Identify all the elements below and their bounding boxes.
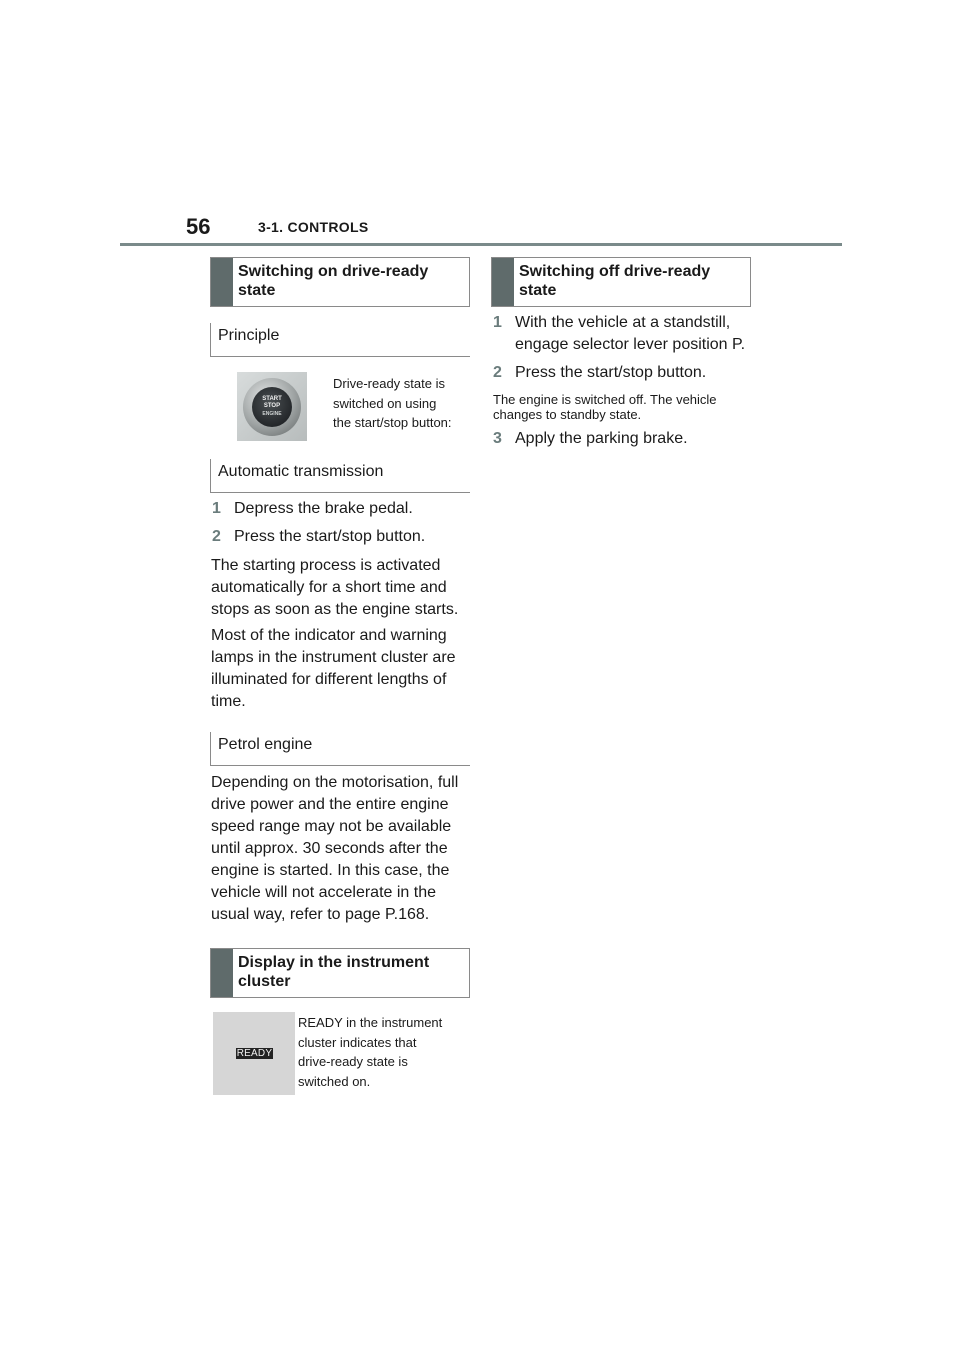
step-number: 2 <box>493 364 502 381</box>
section-heading-text: Display in the instrument cluster <box>238 954 430 990</box>
header-rule <box>120 243 842 246</box>
step-number: 1 <box>212 500 221 517</box>
engine-label: ENGINE <box>262 411 282 417</box>
caption-line: switched on. <box>298 1073 371 1089</box>
step-text: With the vehicle at a standstill, <box>515 314 731 331</box>
paragraph-line: time. <box>211 693 246 710</box>
subheading-petrol-engine <box>210 732 470 766</box>
paragraph-line: Depending on the motorisation, full <box>211 774 459 791</box>
section-heading-switching-on <box>210 257 470 307</box>
section-heading-switching-off <box>491 257 751 307</box>
paragraph-line: lamps in the instrument cluster are <box>211 649 456 666</box>
step-text: engage selector lever position P. <box>515 336 746 353</box>
subheading-principle <box>210 323 470 357</box>
start-stop-knob-face <box>252 387 292 427</box>
caption-line: switched on using <box>333 395 437 411</box>
paragraph-line: The starting process is activated <box>211 557 441 574</box>
caption-line: drive-ready state is <box>298 1054 408 1069</box>
section-heading-text: Switching off drive-ready state <box>519 263 711 299</box>
page-number: 56 <box>186 214 211 239</box>
section-heading-bar <box>211 258 233 306</box>
step-item <box>493 428 688 450</box>
subheading-text: Petrol engine <box>218 736 313 753</box>
step-item <box>212 498 413 520</box>
step-number: 1 <box>493 314 502 331</box>
caption-line: cluster indicates that <box>298 1034 417 1050</box>
subheading-automatic-transmission <box>210 459 470 493</box>
paragraph-line: illuminated for different lengths of <box>211 671 447 688</box>
paragraph-line: automatically for a short time and <box>211 579 447 596</box>
start-stop-button-illustration <box>237 372 307 441</box>
note-engine-off <box>493 392 717 422</box>
stop-label: STOP <box>263 403 281 409</box>
section-heading-bar <box>492 258 514 306</box>
paragraph-line: stops as soon as the engine starts. <box>211 601 459 618</box>
step-text: Press the start/stop button. <box>515 364 707 381</box>
paragraph-starting-process <box>211 555 458 621</box>
paragraph-line: Most of the indicator and warning <box>211 627 447 644</box>
paragraph-line: until approx. 30 seconds after the <box>211 840 448 857</box>
step-item <box>493 362 706 384</box>
caption-line: the start/stop button: <box>333 415 452 430</box>
section-heading-display <box>210 948 470 998</box>
note-line: changes to standby state. <box>493 407 642 422</box>
step-text: Depress the brake pedal. <box>234 500 413 517</box>
ready-indicator-illustration <box>213 1012 295 1095</box>
caption-line: READY in the instrument <box>298 1015 443 1030</box>
paragraph-line: vehicle will not accelerate in the <box>211 884 437 901</box>
startstop-caption <box>333 374 452 433</box>
chapter-title: 3-1. CONTROLS <box>258 219 369 235</box>
paragraph-line: engine is started. In this case, the <box>211 862 450 879</box>
ready-caption <box>298 1013 442 1091</box>
caption-line: Drive-ready state is <box>333 376 445 391</box>
paragraph-line: speed range may not be available <box>211 818 452 835</box>
ready-indicator-tag: READY <box>236 1048 273 1059</box>
paragraph-indicator-lamps <box>211 625 456 713</box>
subheading-text: Automatic transmission <box>218 463 384 480</box>
step-number: 2 <box>212 528 221 545</box>
step-number: 3 <box>493 430 502 447</box>
section-heading-text: Switching on drive-ready state <box>238 263 429 299</box>
paragraph-motorisation <box>211 772 458 926</box>
start-label: START <box>262 396 282 402</box>
step-text: Apply the parking brake. <box>515 430 688 447</box>
step-item <box>212 526 425 548</box>
step-item <box>493 312 745 356</box>
section-heading-bar <box>211 949 233 997</box>
note-line: The engine is switched off. The vehicle <box>493 392 717 407</box>
paragraph-line: drive power and the entire engine <box>211 796 449 813</box>
step-text: Press the start/stop button. <box>234 528 426 545</box>
subheading-text: Principle <box>218 327 280 344</box>
start-stop-knob <box>243 378 301 436</box>
paragraph-line: usual way, refer to page P.168. <box>211 906 430 923</box>
